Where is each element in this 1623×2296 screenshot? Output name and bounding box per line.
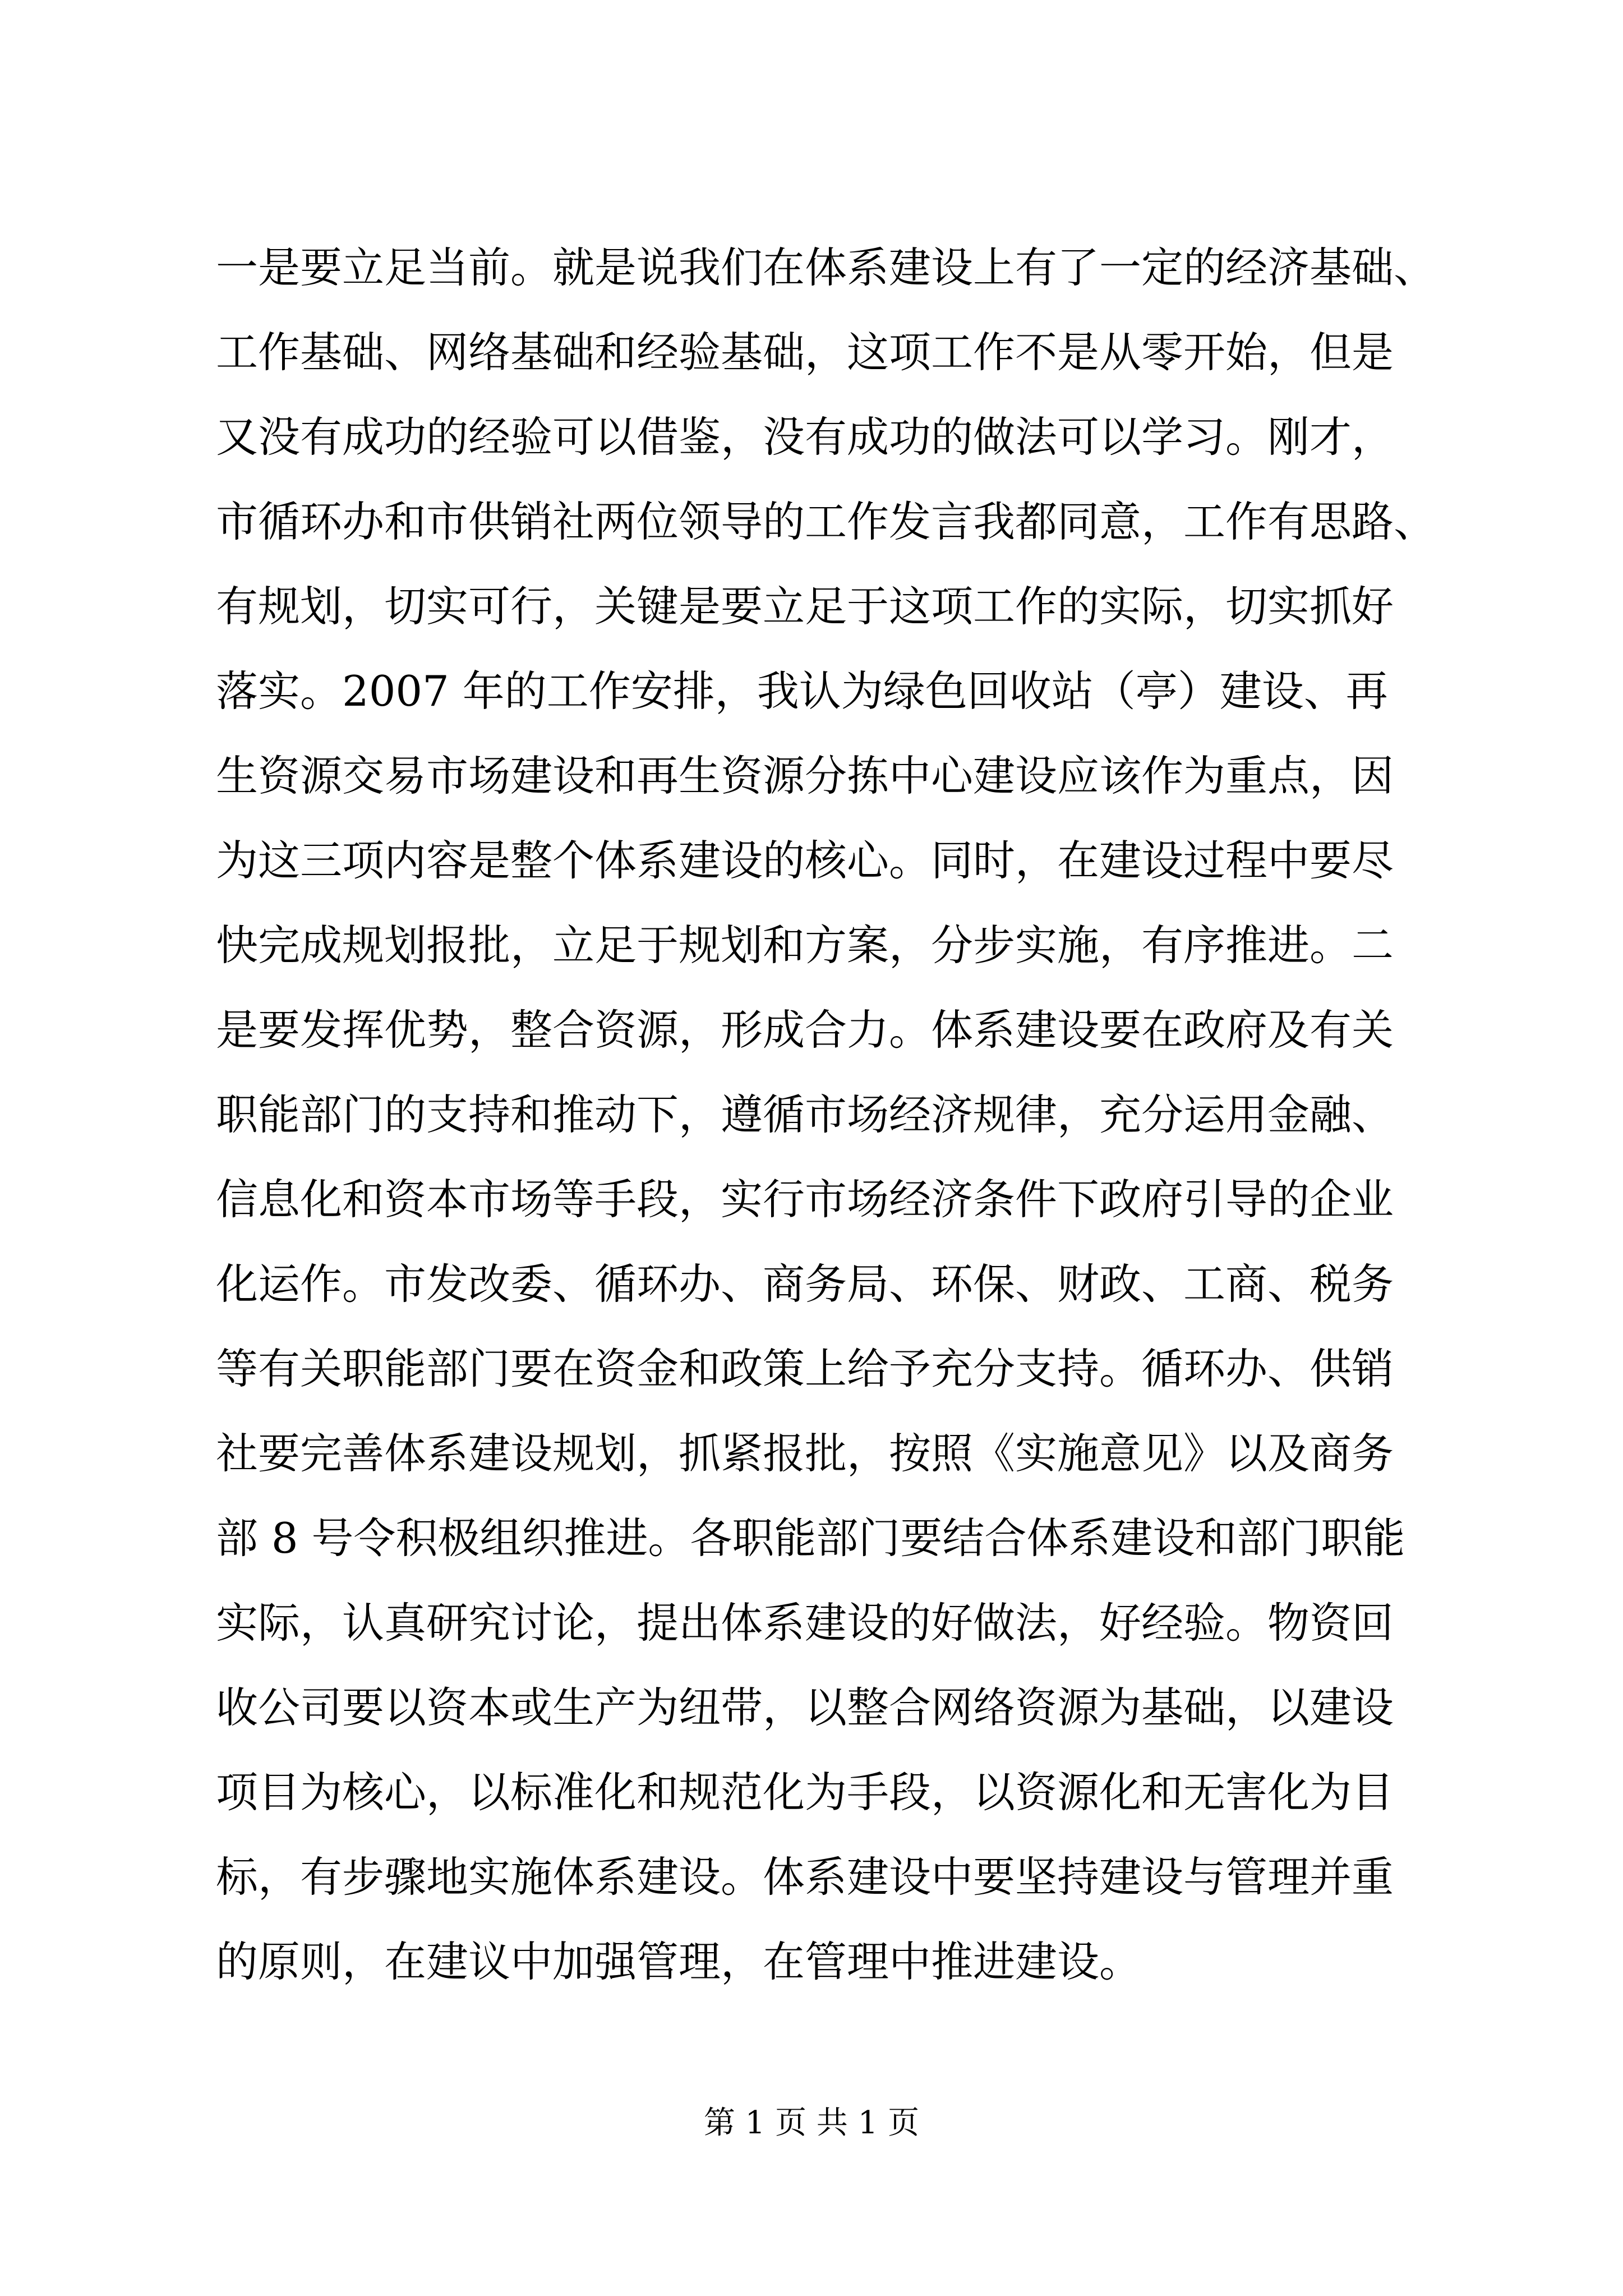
text-line: 工作基础、网络基础和经验基础，这项工作不是从零开始，但是 (216, 328, 1394, 377)
text-line: 标，有步骤地实施体系建设。体系建设中要坚持建设与管理并重 (216, 1852, 1394, 1902)
text-line: 生资源交易市场建设和再生资源分拣中心建设应该作为重点，因 (216, 751, 1394, 800)
text-line: 社要完善体系建设规划，抓紧报批，按照《实施意见》以及商务 (216, 1429, 1394, 1478)
text-line: 等有关职能部门要在资金和政策上给予充分支持。循环办、供销 (216, 1344, 1394, 1393)
text-line: 的原则，在建议中加强管理，在管理中推进建设。 (216, 1937, 1142, 1986)
text-line: 市循环办和市供销社两位领导的工作发言我都同意，工作有思路、 (216, 497, 1436, 546)
text-line: 快完成规划报批，立足于规划和方案，分步实施，有序推进。二 (216, 921, 1394, 970)
text-line: 有规划，切实可行，关键是要立足于这项工作的实际，切实抓好 (216, 582, 1394, 631)
text-line: 为这三项内容是整个体系建设的核心。同时，在建设过程中要尽 (216, 836, 1394, 885)
text-line: 化运作。市发改委、循环办、商务局、环保、财政、工商、税务 (216, 1259, 1394, 1309)
text-line: 又没有成功的经验可以借鉴，没有成功的做法可以学习。刚才， (216, 412, 1394, 462)
text-line: 部 8 号令积极组织推进。各职能部门要结合体系建设和部门职能 (216, 1513, 1405, 1563)
text-line: 实际，认真研究讨论，提出体系建设的好做法，好经验。物资回 (216, 1598, 1394, 1648)
text-line: 是要发挥优势，整合资源，形成合力。体系建设要在政府及有关 (216, 1005, 1394, 1055)
text-line: 落实。2007 年的工作安排，我认为绿色回收站（亭）建设、再 (216, 666, 1388, 716)
text-line: 一是要立足当前。就是说我们在体系建设上有了一定的经济基础、 (216, 243, 1436, 292)
text-line: 项目为核心，以标准化和规范化为手段，以资源化和无害化为目 (216, 1768, 1394, 1817)
text-line: 收公司要以资本或生产为纽带，以整合网络资源为基础，以建设 (216, 1683, 1394, 1732)
text-line: 信息化和资本市场等手段，实行市场经济条件下政府引导的企业 (216, 1175, 1394, 1224)
text-line: 职能部门的支持和推动下，遵循市场经济规律，充分运用金融、 (216, 1090, 1394, 1139)
body-paragraph (216, 226, 1483, 2004)
page-footer: 第 1 页 共 1 页 (703, 2105, 920, 2141)
